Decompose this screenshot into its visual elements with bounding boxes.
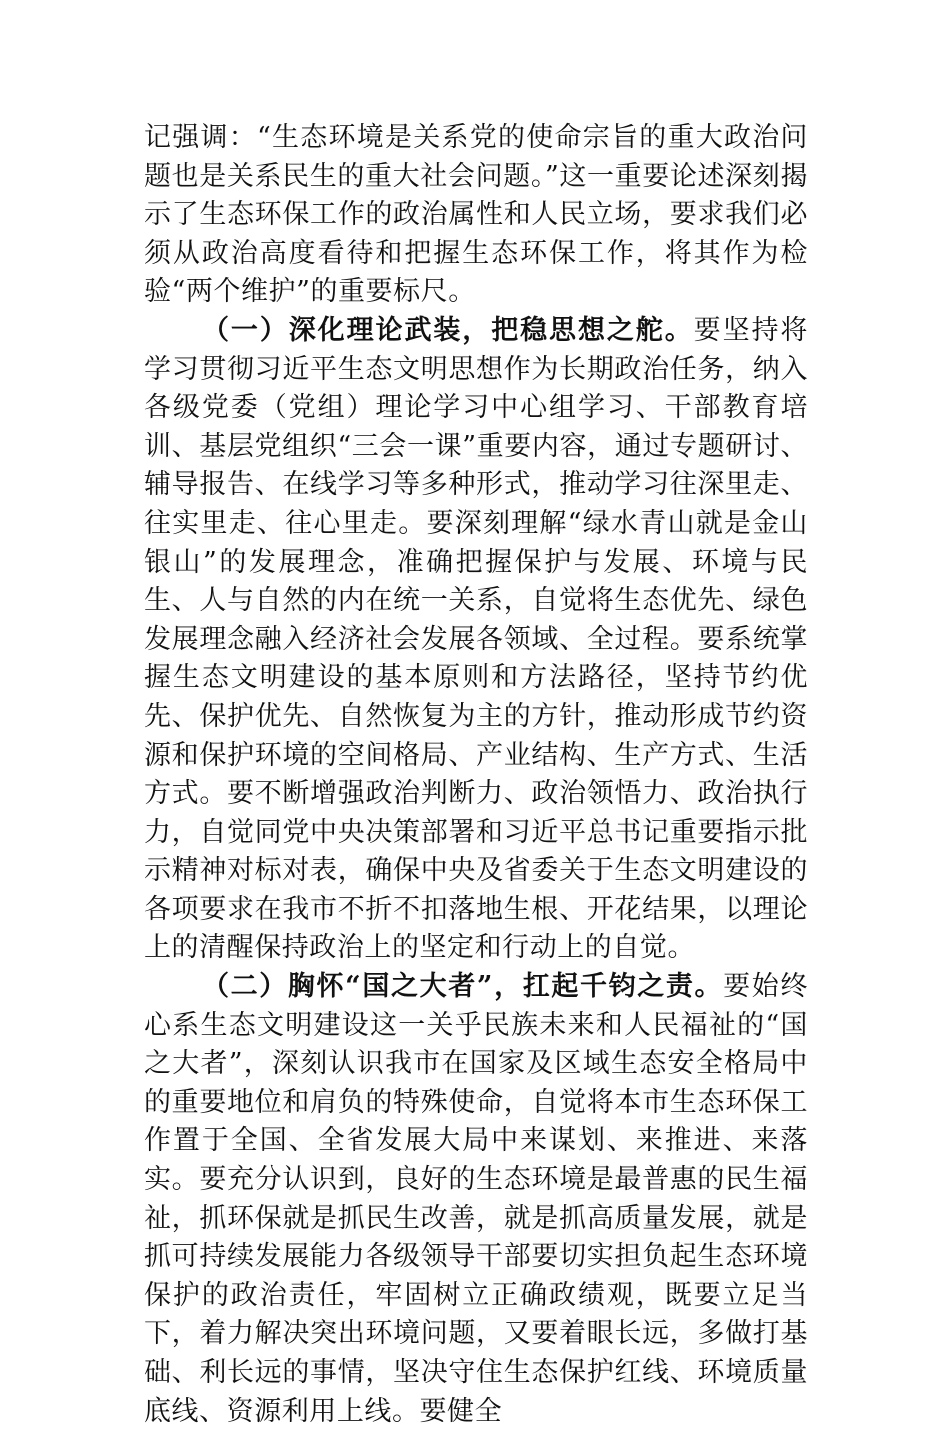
section-2-heading: （二）胸怀“国之大者”，扛起千钧之责。 xyxy=(202,971,724,1003)
section-2-body: 要始终心系生态文明建设这一关乎民族未来和人民福祉的“国之大者”，深刻认识我市在国家及区域生态安全格局中的重要地位和肩负的特殊使命，自觉将本市生态环保工作置于全国、全省发展大局中来谋划、来推进、来落实。要充分认识到，良好的生态环境是最普惠的民生福祉，抓环保就是抓民生改善，就是抓高质量发展，就是抓可持续发展能力各级领导干部要切实担负起生态环境保护的政治责任，牢固树立正确政绩观，既要立足当下，着力解决突出环境问题，又要着眼长远，多做打基础、利长远的事情，坚决守住生态保护红线、环境质量底线、资源利用上线。要健全 xyxy=(144,971,808,1427)
section-2-paragraph xyxy=(144,968,808,1431)
paragraph-continuation xyxy=(144,119,808,312)
section-1-heading: （一）深化理论武装，把稳思想之舵。 xyxy=(202,314,694,346)
section-1-body: 要坚持将学习贯彻习近平生态文明思想作为长期政治任务，纳入各级党委（党组）理论学习中心组学习、干部教育培训、基层党组织“三会一课”重要内容，通过专题研讨、辅导报告、在线学习等多种形式，推动学习往深里走、往实里走、往心里走。要深刻理解“绿水青山就是金山银山”的发展理念，准确把握保护与发展、环境与民生、人与自然的内在统一关系，自觉将生态优先、绿色发展理念融入经济社会发展各领域、全过程。要系统掌握生态文明建设的基本原则和方法路径，坚持节约优先、保护优先、自然恢复为主的方针，推动形成节约资源和保护环境的空间格局、产业结构、生产方式、生活方式。要不断增强政治判断力、政治领悟力、政治执行力，自觉同党中央决策部署和习近平总书记重要指示批示精神对标对表，确保中央及省委关于生态文明建设的各项要求在我市不折不扣落地生根、开花结果，以理论上的清醒保持政治上的坚定和行动上的自觉。 xyxy=(144,314,808,964)
document-body xyxy=(144,119,808,1431)
paragraph-continuation-text: 记强调：“生态环境是关系党的使命宗旨的重大政治问题也是关系民生的重大社会问题。”这一重要论述深刻揭示了生态环保工作的政治属性和人民立场，要求我们必须从政治高度看待和把握生态环保工作，将其作为检验“两个维护”的重要标尺。 xyxy=(144,122,808,308)
section-1-paragraph xyxy=(144,312,808,968)
